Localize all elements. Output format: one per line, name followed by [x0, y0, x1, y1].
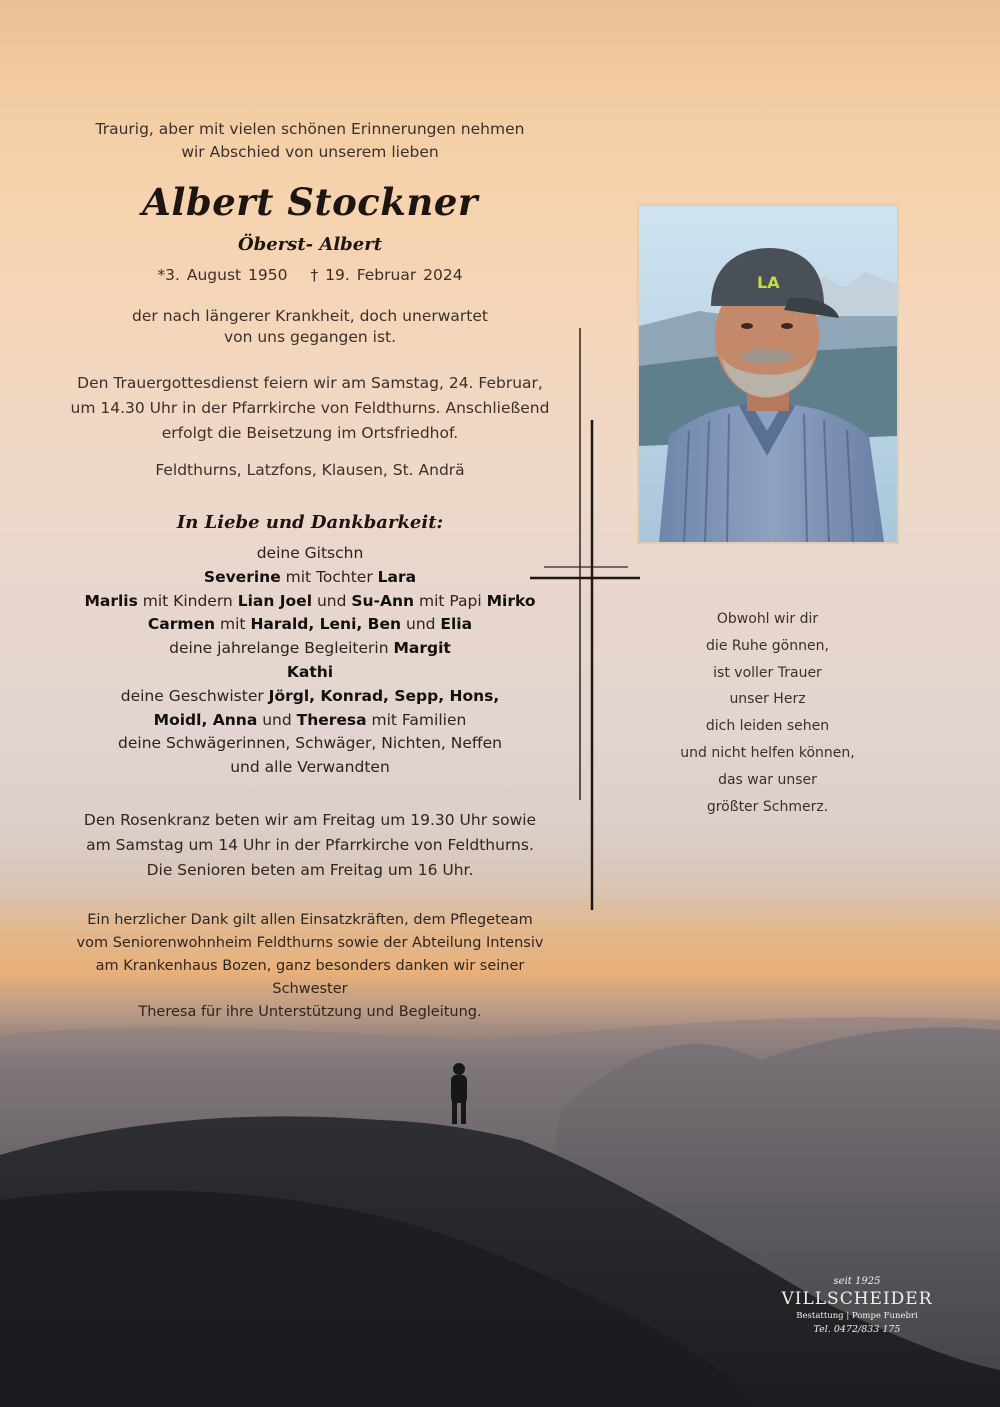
- poem-line: unser Herz: [729, 691, 806, 708]
- logo-since: seit 1925: [833, 1276, 881, 1287]
- gratitude-text: [60, 909, 560, 1024]
- gratitude-line: Ein herzlicher Dank gilt allen Einsatzkräften, dem Pflegeteam: [87, 912, 533, 928]
- portrait-photo: [637, 204, 899, 544]
- gratitude-line: vom Seniorenwohnheim Feldthurns sowie der Abteilung Intensiv: [76, 935, 544, 951]
- funeral-line: erfolgt die Beisetzung im Ortsfriedhof.: [161, 424, 459, 442]
- gratitude-line: Theresa für ihre Unterstützung und Begleitung.: [138, 1004, 482, 1020]
- funeral-line: um 14.30 Uhr in der Pfarrkirche von Feldthurns. Anschließend: [70, 399, 550, 417]
- intro-line: Traurig, aber mit vielen schönen Erinnerungen nehmen: [95, 120, 525, 138]
- poem-line: ist voller Trauer: [713, 664, 822, 681]
- poem: [655, 606, 880, 820]
- gratitude-line: am Krankenhaus Bozen, ganz besonders danken wir seiner Schwester: [95, 958, 525, 997]
- death-notice: [60, 306, 560, 348]
- mourner-line: deine Schwägerinnen, Schwäger, Nichten, Neffen: [118, 734, 502, 753]
- poem-line: das war unser: [718, 771, 817, 788]
- poem-line: die Ruhe gönnen,: [706, 637, 829, 654]
- rosary-line: am Samstag um 14 Uhr in der Pfarrkirche von Feldthurns.: [86, 836, 534, 854]
- mourner-line: Kathi: [286, 662, 334, 681]
- mourners-heading: In Liebe und Dankbarkeit:: [176, 512, 444, 533]
- mourner-line: Severine mit Tochter Lara: [203, 567, 417, 586]
- mourner-line: deine Gitschn: [256, 544, 364, 562]
- death-date: † 19. Februar 2024: [310, 266, 463, 284]
- mourners-list: [60, 542, 560, 780]
- life-dates: [60, 266, 560, 284]
- svg-text:LA: LA: [757, 273, 780, 292]
- birth-date: *3. August 1950: [157, 266, 288, 284]
- rosary-info: [60, 808, 560, 883]
- poem-line: Obwohl wir dir: [716, 611, 819, 627]
- funeral-info: [60, 371, 560, 446]
- rosary-line: Den Rosenkranz beten wir am Freitag um 19.30 Uhr sowie: [83, 811, 537, 829]
- mourner-line: Moidl, Anna und Theresa mit Familien: [153, 710, 467, 729]
- intro-text: [60, 118, 560, 164]
- logo-tagline: Bestattung | Pompe Funebri: [796, 1311, 918, 1321]
- intro-line: wir Abschied von unserem lieben: [181, 143, 439, 161]
- deceased-nickname: Öberst- Albert: [237, 234, 383, 255]
- mourner-line: deine jahrelange Begleiterin Margit: [169, 639, 451, 658]
- deceased-name: Albert Stockner: [142, 180, 478, 224]
- logo-name: VILLSCHEIDER: [781, 1289, 933, 1309]
- logo-phone: Tel. 0472/833 175: [813, 1324, 901, 1335]
- mourner-line: und alle Verwandten: [230, 758, 390, 777]
- rosary-line: Die Senioren beten am Freitag um 16 Uhr.: [146, 861, 474, 879]
- poem-line: größter Schmerz.: [706, 798, 829, 815]
- poem-line: und nicht helfen können,: [680, 744, 855, 761]
- death-notice-line: der nach längerer Krankheit, doch unerwartet: [132, 307, 488, 325]
- funeral-line: Den Trauergottesdienst feiern wir am Samstag, 24. Februar,: [77, 374, 543, 392]
- places: Feldthurns, Latzfons, Klausen, St. Andrä: [155, 461, 465, 479]
- mourner-line: Carmen mit Harald, Leni, Ben und Elia: [147, 615, 473, 634]
- mourner-line: Marlis mit Kindern Lian Joel und Su-Ann mit Papi Mirko: [84, 591, 536, 610]
- funeral-home-logo: [772, 1276, 942, 1338]
- death-notice-line: von uns gegangen ist.: [223, 328, 397, 346]
- mourner-line: deine Geschwister Jörgl, Konrad, Sepp, Hons,: [120, 686, 500, 705]
- poem-line: dich leiden sehen: [705, 718, 830, 735]
